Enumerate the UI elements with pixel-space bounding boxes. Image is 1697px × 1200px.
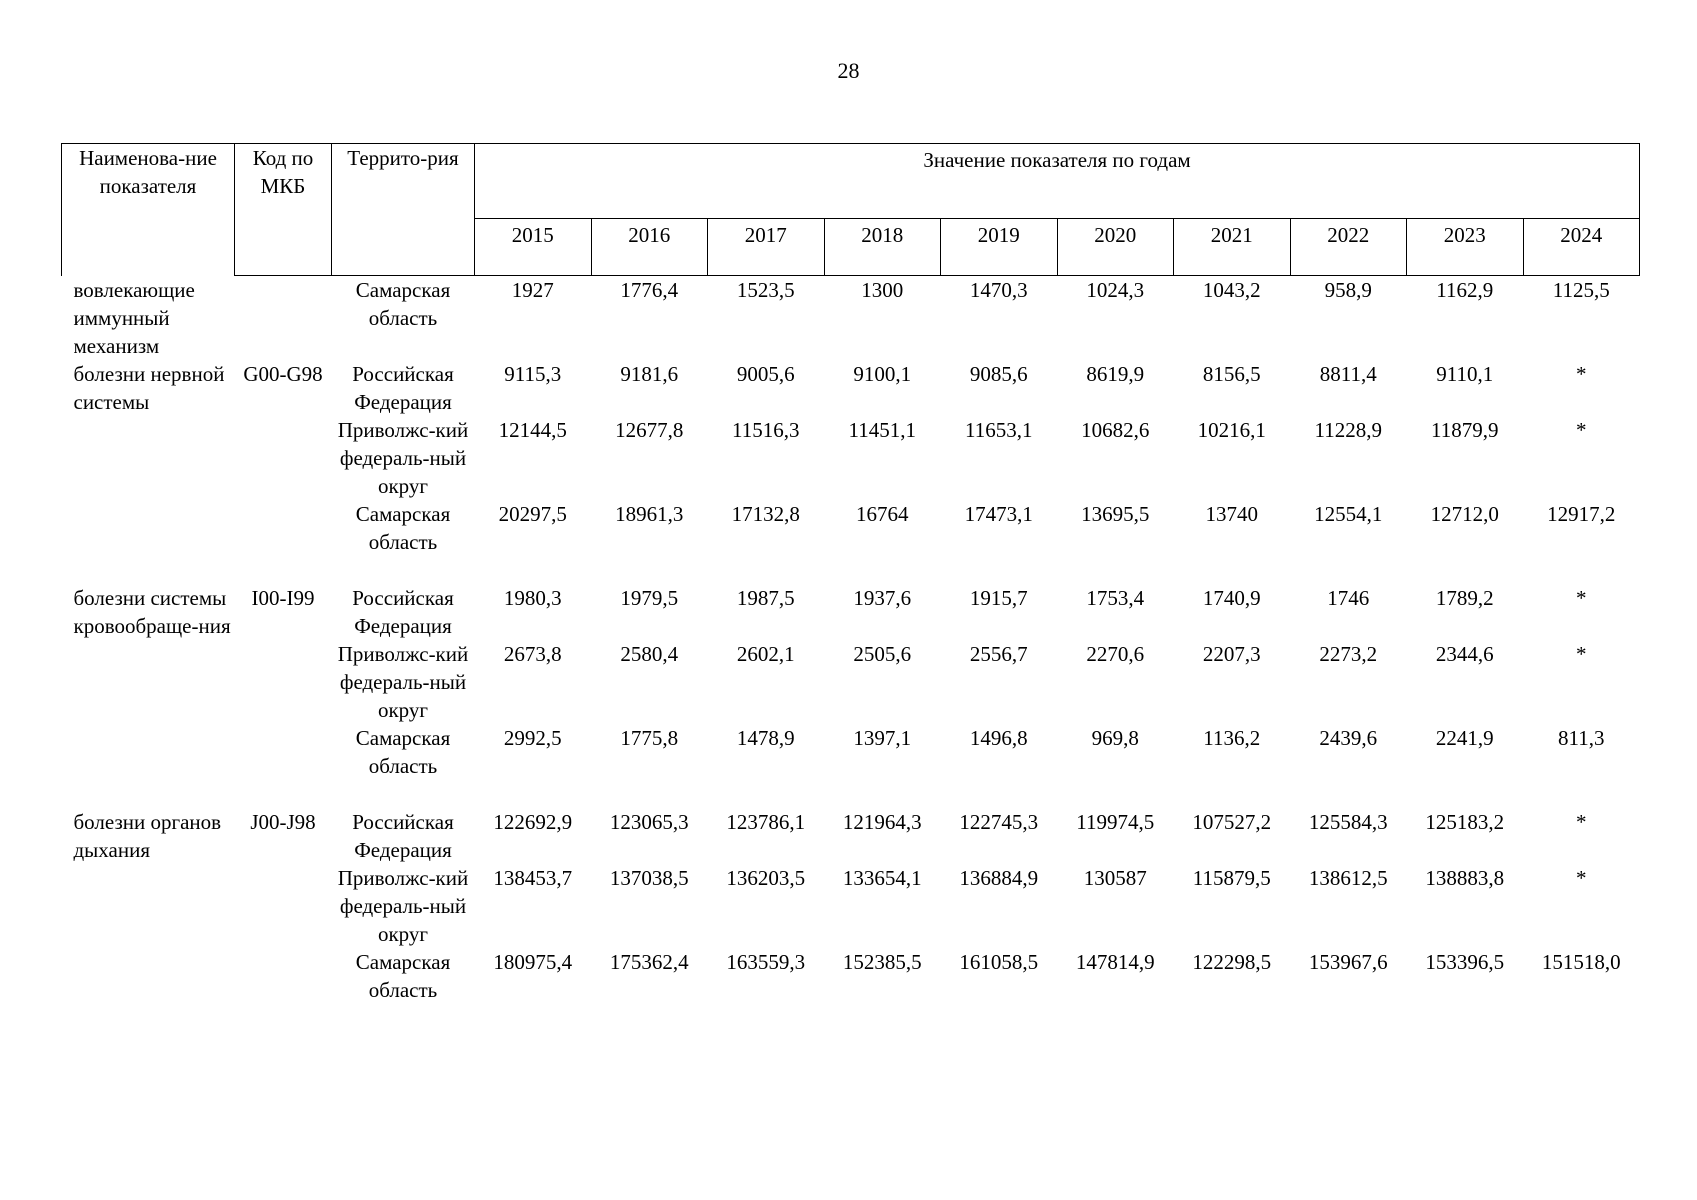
value-cell: 12554,1 <box>1314 501 1383 526</box>
value-cell: 2273,2 <box>1319 641 1378 666</box>
header-year: 2021 <box>1174 219 1291 276</box>
value-cell: 2505,6 <box>853 641 912 666</box>
value-cell: 16764 <box>856 501 909 526</box>
territory-cell: Российская Федерация <box>352 361 454 414</box>
value-cell: 138612,5 <box>1308 865 1388 890</box>
indicator-name: болезни органов дыхания <box>73 809 222 862</box>
value-cell: 153967,6 <box>1308 949 1388 974</box>
value-cell: 138453,7 <box>493 865 573 890</box>
value-cell: 1979,5 <box>620 585 679 610</box>
value-cell: 12144,5 <box>498 417 567 442</box>
value-cell: 122692,9 <box>493 809 573 834</box>
value-cell: * <box>1576 417 1587 442</box>
value-cell: 12917,2 <box>1547 501 1616 526</box>
value-cell: 1915,7 <box>969 585 1028 610</box>
territory-cell: Российская Федерация <box>352 809 454 862</box>
value-cell: 133654,1 <box>842 865 922 890</box>
value-cell: 151518,0 <box>1541 949 1621 974</box>
value-cell: 1300 <box>861 278 904 302</box>
indicator-name: болезни системы кровообраще-ния <box>73 585 231 638</box>
value-cell: 1937,6 <box>853 585 912 610</box>
value-cell: 1523,5 <box>736 278 795 302</box>
header-year: 2022 <box>1290 219 1407 276</box>
value-cell: 1125,5 <box>1552 278 1610 302</box>
value-cell: 18961,3 <box>615 501 684 526</box>
value-cell: 11451,1 <box>848 417 916 442</box>
indicator-name: вовлекающие иммунный механизм <box>73 277 195 358</box>
value-cell: 11879,9 <box>1431 417 1499 442</box>
value-cell: 152385,5 <box>842 949 922 974</box>
value-cell: 2580,4 <box>620 641 679 666</box>
header-year: 2017 <box>708 219 825 276</box>
value-cell: 1496,8 <box>969 725 1028 750</box>
value-cell: 1162,9 <box>1436 278 1494 302</box>
value-cell: 9115,3 <box>504 361 562 386</box>
icd-code <box>235 276 332 360</box>
value-cell: 161058,5 <box>959 949 1039 974</box>
value-cell: 10682,6 <box>1081 417 1150 442</box>
value-cell: 2602,1 <box>736 641 795 666</box>
row-spacer <box>62 780 1640 808</box>
value-cell: 1776,4 <box>620 278 679 302</box>
value-cell: 13695,5 <box>1081 501 1150 526</box>
value-cell: 1746 <box>1327 585 1370 610</box>
header-code: Код по МКБ <box>235 144 332 276</box>
value-cell: 136203,5 <box>726 865 806 890</box>
value-cell: 1136,2 <box>1203 725 1261 750</box>
value-cell: 2207,3 <box>1202 641 1261 666</box>
territory-cell: Российская Федерация <box>352 585 454 638</box>
value-cell: 123065,3 <box>609 809 689 834</box>
header-name: Наименова-ние показателя <box>62 144 235 276</box>
value-cell: 180975,4 <box>493 949 573 974</box>
value-cell: 2673,8 <box>503 641 562 666</box>
header-year: 2019 <box>941 219 1058 276</box>
value-cell: 1775,8 <box>620 725 679 750</box>
value-cell: 115879,5 <box>1192 865 1271 890</box>
header-year: 2020 <box>1057 219 1174 276</box>
value-cell: 9181,6 <box>620 361 679 386</box>
value-cell: * <box>1576 809 1587 834</box>
value-cell: 1478,9 <box>736 725 795 750</box>
value-cell: 138883,8 <box>1425 865 1505 890</box>
header-year: 2023 <box>1407 219 1524 276</box>
value-cell: 2992,5 <box>503 725 562 750</box>
icd-code: G00-G98 <box>243 361 323 386</box>
value-cell: 1024,3 <box>1086 278 1145 302</box>
header-year: 2024 <box>1523 219 1640 276</box>
value-cell: 12677,8 <box>615 417 684 442</box>
header-territory: Террито-рия <box>332 144 475 276</box>
territory-cell: Самарская область <box>355 501 451 554</box>
value-cell: 2439,6 <box>1319 725 1378 750</box>
territory-cell: Самарская область <box>355 725 451 778</box>
header-year: 2016 <box>591 219 708 276</box>
value-cell: 17473,1 <box>964 501 1033 526</box>
row-spacer <box>62 556 1640 584</box>
value-cell: 125183,2 <box>1425 809 1505 834</box>
table-row <box>62 276 1640 360</box>
value-cell: 8156,5 <box>1202 361 1261 386</box>
value-cell: 9085,6 <box>969 361 1028 386</box>
icd-code: I00-I99 <box>251 585 315 610</box>
value-cell: 1397,1 <box>853 725 912 750</box>
value-cell: 2344,6 <box>1435 641 1494 666</box>
value-cell: 9005,6 <box>736 361 795 386</box>
value-cell: 122745,3 <box>959 809 1039 834</box>
table-row <box>62 360 1640 416</box>
value-cell: 121964,3 <box>842 809 922 834</box>
value-cell: 11653,1 <box>965 417 1033 442</box>
value-cell: * <box>1576 361 1587 386</box>
table-row <box>62 808 1640 864</box>
value-cell: 1043,2 <box>1202 278 1261 302</box>
value-cell: 107527,2 <box>1192 809 1272 834</box>
value-cell: 969,8 <box>1091 725 1139 750</box>
value-cell: * <box>1576 641 1587 666</box>
value-cell: 130587 <box>1083 865 1147 890</box>
value-cell: 17132,8 <box>731 501 800 526</box>
value-cell: 153396,5 <box>1425 949 1505 974</box>
value-cell: 10216,1 <box>1197 417 1266 442</box>
indicator-name: болезни нервной системы <box>73 361 225 414</box>
value-cell: 137038,5 <box>609 865 689 890</box>
page-number: 28 <box>837 58 860 83</box>
value-cell: 1789,2 <box>1435 585 1494 610</box>
value-cell: 1470,3 <box>969 278 1028 302</box>
value-cell: 20297,5 <box>498 501 567 526</box>
value-cell: 122298,5 <box>1192 949 1272 974</box>
header-year: 2015 <box>475 219 592 276</box>
value-cell: 2270,6 <box>1086 641 1145 666</box>
value-cell: 811,3 <box>1558 725 1605 750</box>
value-cell: 1980,3 <box>503 585 562 610</box>
value-cell: 1987,5 <box>736 585 795 610</box>
value-cell: 12712,0 <box>1430 501 1499 526</box>
value-cell: 11228,9 <box>1314 417 1382 442</box>
icd-code: J00-J98 <box>250 809 316 834</box>
value-cell: 1753,4 <box>1086 585 1145 610</box>
indicator-table <box>61 143 1640 1004</box>
value-cell: 13740 <box>1205 501 1258 526</box>
value-cell: 8811,4 <box>1319 361 1377 386</box>
value-cell: 175362,4 <box>609 949 689 974</box>
value-cell: 119974,5 <box>1076 809 1155 834</box>
value-cell: 2241,9 <box>1435 725 1494 750</box>
territory-cell: Самарская область <box>355 949 451 1002</box>
value-cell: 147814,9 <box>1075 949 1155 974</box>
value-cell: * <box>1576 585 1587 610</box>
indicator-table-container <box>61 143 1639 1004</box>
table-row <box>62 584 1640 640</box>
value-cell: 123786,1 <box>726 809 806 834</box>
value-cell: 9110,1 <box>1436 361 1494 386</box>
territory-cell: Самарская область <box>355 278 451 330</box>
header-values-group: Значение показателя по годам <box>475 144 1640 219</box>
territory-cell: Приволжс-кий федераль-ный округ <box>337 417 469 498</box>
value-cell: 163559,3 <box>726 949 806 974</box>
value-cell: 1927 <box>511 278 554 302</box>
territory-cell: Приволжс-кий федераль-ный округ <box>337 641 469 722</box>
value-cell: 958,9 <box>1324 278 1372 302</box>
value-cell: 136884,9 <box>959 865 1039 890</box>
value-cell: 125584,3 <box>1308 809 1388 834</box>
value-cell: * <box>1576 865 1587 890</box>
value-cell: 1740,9 <box>1202 585 1261 610</box>
header-year: 2018 <box>824 219 941 276</box>
value-cell: 11516,3 <box>732 417 800 442</box>
value-cell: 9100,1 <box>853 361 912 386</box>
value-cell: 2556,7 <box>969 641 1028 666</box>
territory-cell: Приволжс-кий федераль-ный округ <box>337 865 469 946</box>
value-cell: 8619,9 <box>1086 361 1145 386</box>
